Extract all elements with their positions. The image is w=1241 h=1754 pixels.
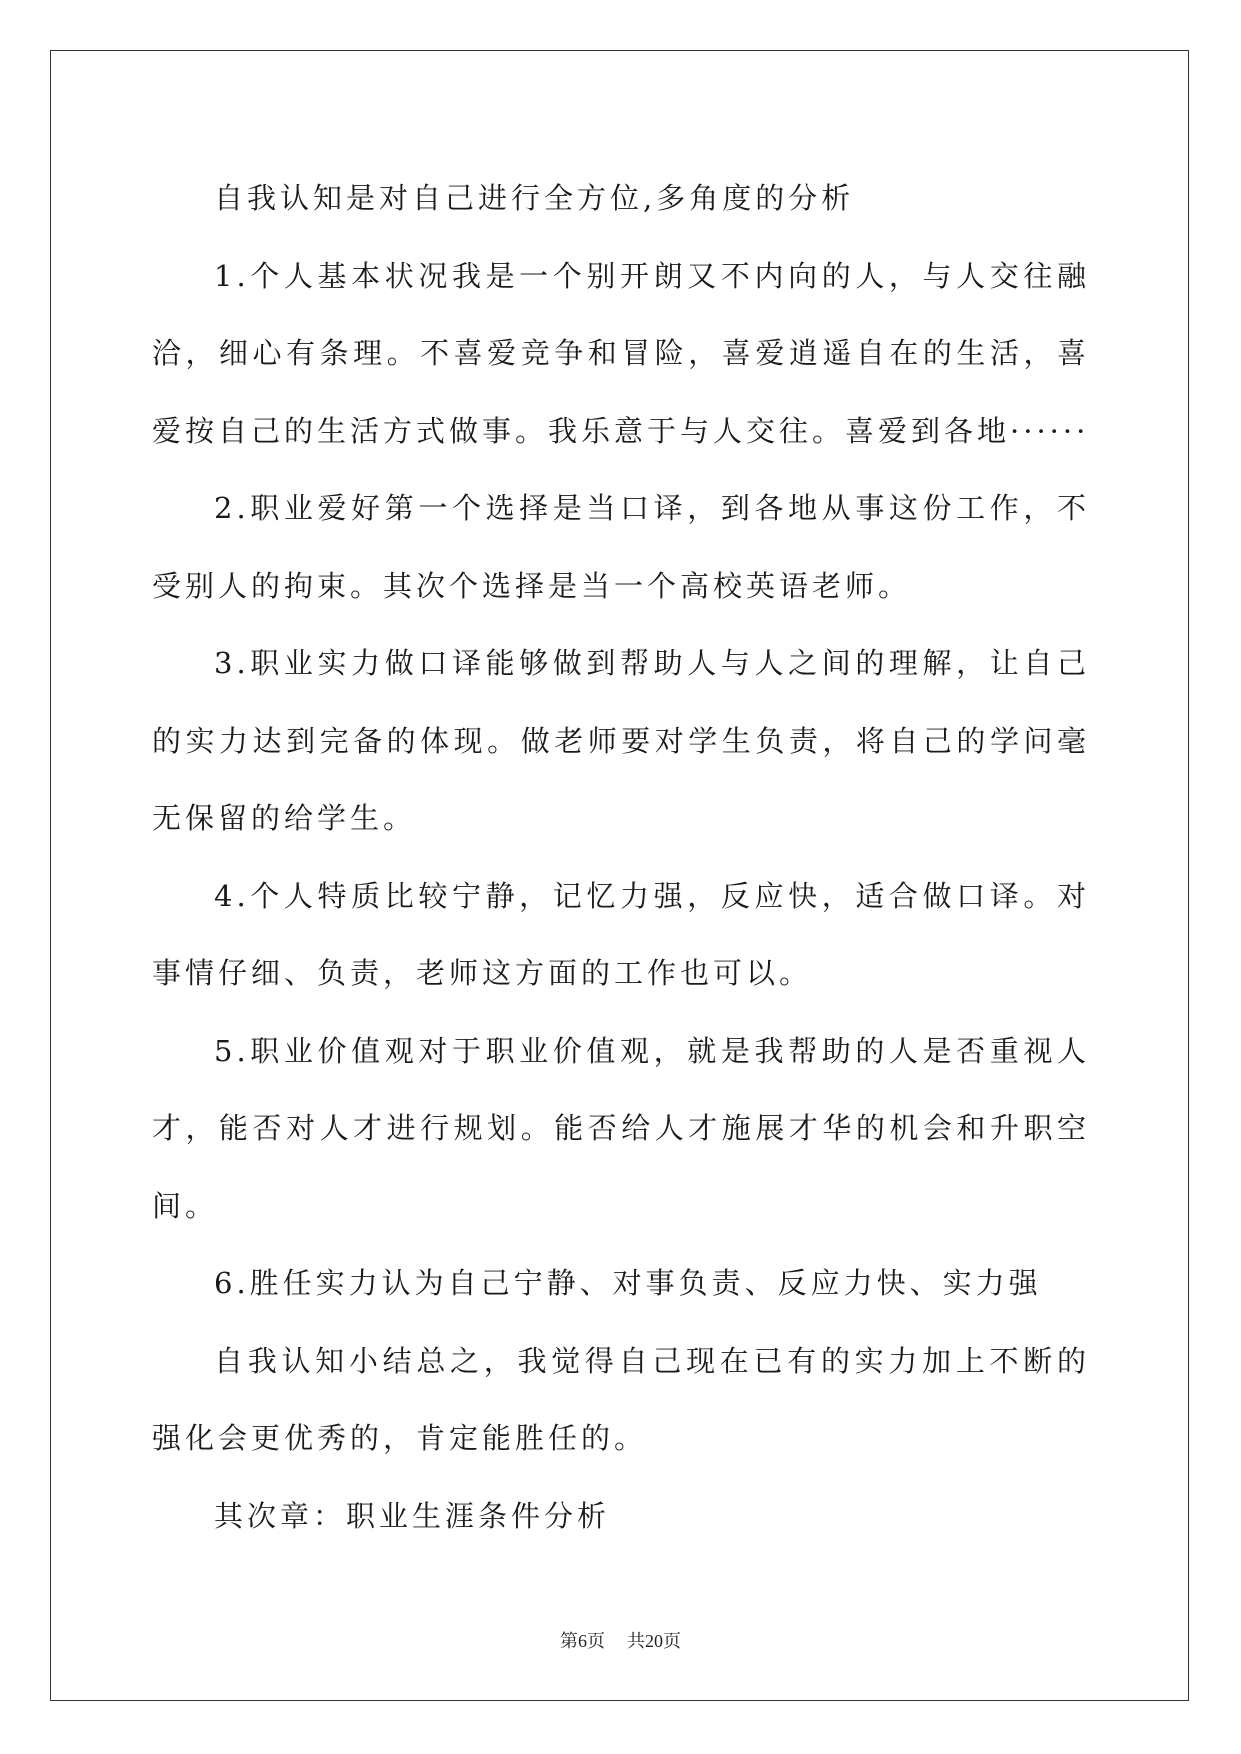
paragraph-personal-status: 1.个人基本状况我是一个别开朗又不内向的人，与人交往融洽，细心有条理。不喜爱竞争和冒险，喜爱逍遥自在的生活，喜爱按自己的生活方式做事。我乐意于与人交往。喜爱到各地······ — [152, 258, 1090, 448]
paragraph-personal-traits: 4.个人特质比较宁静，记忆力强，反应快，适合做口译。对事情仔细、负责，老师这方面的工作也可以。 — [152, 878, 1090, 990]
total-pages: 共20页 — [627, 1631, 681, 1651]
document-body — [152, 160, 1090, 1555]
paragraph-career-values: 5.职业价值观对于职业价值观，就是我帮助的人是否重视人才，能否对人才进行规划。能否给人才施展才华的机会和升职空间。 — [152, 1033, 1090, 1223]
paragraph-competence: 6.胜任实力认为自己宁静、对事负责、反应力快、实力强 — [214, 1266, 1042, 1300]
page-footer — [0, 1627, 1241, 1653]
paragraph-summary: 自我认知小结总之，我觉得自己现在已有的实力加上不断的强化会更优秀的，肯定能胜任的。 — [152, 1343, 1090, 1455]
paragraph-intro: 自我认知是对自己进行全方位,多角度的分析 — [214, 181, 855, 215]
paragraph-career-ability: 3.职业实力做口译能够做到帮助人与人之间的理解，让自己的实力达到完备的体现。做老师要对学生负责，将自己的学问毫无保留的给学生。 — [152, 646, 1090, 835]
paragraph-career-interest: 2.职业爱好第一个选择是当口译，到各地从事这份工作，不受别人的拘束。其次个选择是当一个高校英语老师。 — [152, 491, 1090, 603]
section-heading: 其次章：职业生涯条件分析 — [214, 1498, 611, 1533]
page-number: 第6页 — [560, 1631, 605, 1651]
